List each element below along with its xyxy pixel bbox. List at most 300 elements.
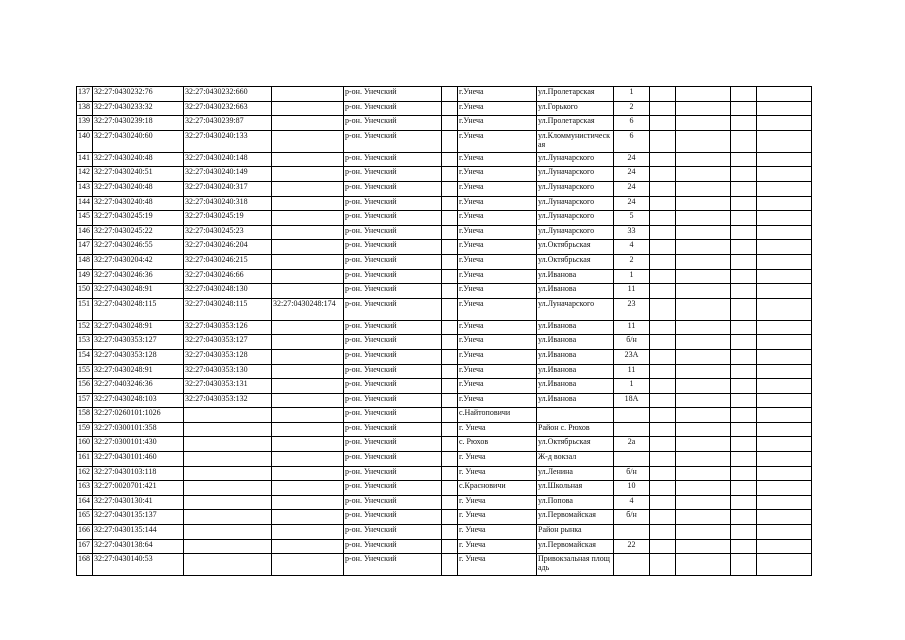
empty-cell [757,320,812,335]
empty-cell [757,87,812,102]
house-cell: 5 [614,211,650,226]
street-cell: ул.Иванова [537,349,614,364]
empty-cell [676,437,731,452]
cadastral-number-3-cell [272,481,344,496]
empty-cell [442,152,458,167]
cadastral-number-3-cell [272,152,344,167]
cadastral-number-3-cell [272,349,344,364]
cadastral-number-cell: 32:27:0430248:115 [93,298,184,320]
house-cell: 1 [614,87,650,102]
house-cell [614,452,650,467]
row-number: 149 [77,269,93,284]
street-cell: ул.Иванова [537,379,614,394]
empty-cell [731,554,757,576]
district-cell: р-он. Унечский [344,539,442,554]
cadastral-number-cell: 32:27:0300101:358 [93,422,184,437]
table-row [77,422,812,437]
empty-cell [757,481,812,496]
street-cell: ул.Луначарского [537,298,614,320]
row-number: 166 [77,525,93,540]
empty-cell [731,116,757,131]
row-number: 141 [77,152,93,167]
street-cell: ул.Луначарского [537,152,614,167]
cadastral-number-cell: 32:27:0430204:42 [93,254,184,269]
street-cell: ул.Иванова [537,320,614,335]
row-number: 159 [77,422,93,437]
house-cell: 23 [614,298,650,320]
district-cell: р-он. Унечский [344,335,442,350]
table-row [77,269,812,284]
empty-cell [442,393,458,408]
street-cell: ул.Попова [537,495,614,510]
cadastral-number-2-cell [184,466,272,481]
empty-cell [731,152,757,167]
empty-cell [650,408,676,423]
empty-cell [650,181,676,196]
empty-cell [650,269,676,284]
empty-cell [676,87,731,102]
empty-cell [731,181,757,196]
empty-cell [650,320,676,335]
table-row [77,211,812,226]
cadastral-number-3-cell [272,284,344,299]
district-cell: р-он. Унечский [344,481,442,496]
empty-cell [650,101,676,116]
empty-cell [757,495,812,510]
house-cell [614,408,650,423]
empty-cell [650,152,676,167]
house-cell: б/н [614,335,650,350]
cadastral-number-cell: 32:27:0430239:18 [93,116,184,131]
empty-cell [650,225,676,240]
cadastral-number-3-cell [272,269,344,284]
table-row [77,393,812,408]
cadastral-number-3-cell [272,101,344,116]
empty-cell [757,240,812,255]
district-cell: р-он. Унечский [344,393,442,408]
table-row [77,437,812,452]
settlement-cell: г. Унеча [458,466,537,481]
row-number: 138 [77,101,93,116]
empty-cell [650,422,676,437]
row-number: 139 [77,116,93,131]
table-row [77,349,812,364]
street-cell: ул.Первомайская [537,539,614,554]
empty-cell [442,525,458,540]
cadastral-number-3-cell: 32:27:0430248:174 [272,298,344,320]
district-cell: р-он. Унечский [344,510,442,525]
cadastral-number-cell: 32:27:0430240:48 [93,196,184,211]
cadastral-number-3-cell [272,452,344,467]
empty-cell [757,196,812,211]
cadastral-number-3-cell [272,130,344,152]
settlement-cell: с.Найтоповичи [458,408,537,423]
empty-cell [731,408,757,423]
cadastral-number-cell: 32:27:0430138:64 [93,539,184,554]
empty-cell [676,510,731,525]
row-number: 143 [77,181,93,196]
cadastral-number-2-cell: 32:27:0430248:130 [184,284,272,299]
row-number: 144 [77,196,93,211]
house-cell: 4 [614,495,650,510]
house-cell: 1 [614,379,650,394]
empty-cell [731,437,757,452]
cadastral-number-2-cell [184,422,272,437]
street-cell: ул.Иванова [537,284,614,299]
cadastral-number-cell: 32:27:0430248:91 [93,320,184,335]
street-cell [537,408,614,423]
empty-cell [676,196,731,211]
cadastral-number-cell: 32:27:0020701:421 [93,481,184,496]
empty-cell [757,130,812,152]
cadastral-number-2-cell: 32:27:0430246:66 [184,269,272,284]
house-cell: 24 [614,196,650,211]
row-number: 154 [77,349,93,364]
table-row [77,510,812,525]
district-cell: р-он. Унечский [344,364,442,379]
empty-cell [731,320,757,335]
settlement-cell: с. Рюхов [458,437,537,452]
empty-cell [757,181,812,196]
empty-cell [442,554,458,576]
settlement-cell: г.Унеча [458,335,537,350]
cadastral-number-2-cell [184,481,272,496]
empty-cell [757,167,812,182]
table-row [77,379,812,394]
empty-cell [442,87,458,102]
empty-cell [757,298,812,320]
empty-cell [731,539,757,554]
empty-cell [731,393,757,408]
cadastral-number-2-cell: 32:27:0430245:19 [184,211,272,226]
empty-cell [650,349,676,364]
empty-cell [731,481,757,496]
row-number: 145 [77,211,93,226]
settlement-cell: г.Унеча [458,181,537,196]
district-cell: р-он. Унечский [344,87,442,102]
cadastral-number-3-cell [272,225,344,240]
empty-cell [676,152,731,167]
table-row [77,254,812,269]
empty-cell [442,130,458,152]
settlement-cell: г.Унеча [458,240,537,255]
empty-cell [442,335,458,350]
cadastral-number-3-cell [272,495,344,510]
street-cell: ул.Октябрьская [537,437,614,452]
empty-cell [731,452,757,467]
table-row [77,320,812,335]
table-row [77,225,812,240]
district-cell: р-он. Унечский [344,101,442,116]
cadastral-number-2-cell: 32:27:0430353:128 [184,349,272,364]
cadastral-number-3-cell [272,211,344,226]
street-cell: ул.Луначарского [537,225,614,240]
empty-cell [757,225,812,240]
district-cell: р-он. Унечский [344,181,442,196]
cadastral-number-cell: 32:27:0430246:36 [93,269,184,284]
empty-cell [442,181,458,196]
settlement-cell: г. Унеча [458,452,537,467]
settlement-cell: г.Унеча [458,101,537,116]
empty-cell [442,539,458,554]
empty-cell [757,510,812,525]
table-row [77,196,812,211]
empty-cell [757,364,812,379]
row-number: 168 [77,554,93,576]
cadastral-number-3-cell [272,196,344,211]
empty-cell [676,525,731,540]
cadastral-number-cell: 32:27:0430240:60 [93,130,184,152]
street-cell: ул.Луначарского [537,196,614,211]
row-number: 148 [77,254,93,269]
district-cell: р-он. Унечский [344,167,442,182]
table-row [77,554,812,576]
cadastral-number-3-cell [272,510,344,525]
settlement-cell: г.Унеча [458,320,537,335]
row-number: 153 [77,335,93,350]
row-number: 137 [77,87,93,102]
row-number: 167 [77,539,93,554]
table-row [77,181,812,196]
empty-cell [442,225,458,240]
cadastral-number-cell: 32:27:0430130:41 [93,495,184,510]
empty-cell [442,240,458,255]
row-number: 142 [77,167,93,182]
street-cell: ул.Октябрьская [537,240,614,255]
empty-cell [731,130,757,152]
table-row [77,452,812,467]
cadastral-number-2-cell [184,437,272,452]
house-cell [614,525,650,540]
cadastral-number-2-cell: 32:27:0430246:204 [184,240,272,255]
table-row [77,116,812,131]
empty-cell [650,196,676,211]
cadastral-number-cell: 32:27:0430135:144 [93,525,184,540]
empty-cell [650,167,676,182]
empty-cell [676,167,731,182]
street-cell: ул.Первомайская [537,510,614,525]
cadastral-number-3-cell [272,379,344,394]
cadastral-number-cell: 32:27:0430240:48 [93,152,184,167]
empty-cell [650,539,676,554]
street-cell: ул.Иванова [537,393,614,408]
cadastral-number-2-cell: 32:27:0430232:663 [184,101,272,116]
street-cell: ул.Пролетарская [537,116,614,131]
street-cell: ул.Горького [537,101,614,116]
empty-cell [676,320,731,335]
table-row [77,87,812,102]
district-cell: р-он. Унечский [344,408,442,423]
empty-cell [676,466,731,481]
street-cell: ул.Иванова [537,364,614,379]
district-cell: р-он. Унечский [344,466,442,481]
settlement-cell: г.Унеча [458,349,537,364]
empty-cell [731,349,757,364]
empty-cell [731,466,757,481]
empty-cell [676,422,731,437]
district-cell: р-он. Унечский [344,196,442,211]
street-cell: Привокзальная площадь [537,554,614,576]
empty-cell [731,196,757,211]
house-cell: 2а [614,437,650,452]
empty-cell [731,335,757,350]
empty-cell [757,422,812,437]
district-cell: р-он. Унечский [344,320,442,335]
empty-cell [650,525,676,540]
cadastral-number-3-cell [272,554,344,576]
empty-cell [442,437,458,452]
house-cell: 24 [614,181,650,196]
settlement-cell: г.Унеча [458,284,537,299]
row-number: 155 [77,364,93,379]
empty-cell [676,116,731,131]
settlement-cell: г. Унеча [458,539,537,554]
row-number: 156 [77,379,93,394]
cadastral-number-2-cell: 32:27:0430353:130 [184,364,272,379]
cadastral-number-cell: 32:27:0430248:91 [93,364,184,379]
street-cell: ул.Луначарского [537,211,614,226]
settlement-cell: г.Унеча [458,211,537,226]
empty-cell [676,408,731,423]
empty-cell [442,101,458,116]
table-row [77,495,812,510]
cadastral-number-cell: 32:27:0430140:53 [93,554,184,576]
empty-cell [757,437,812,452]
empty-cell [676,284,731,299]
empty-cell [650,240,676,255]
district-cell: р-он. Унечский [344,116,442,131]
empty-cell [731,510,757,525]
empty-cell [650,466,676,481]
cadastral-number-2-cell [184,452,272,467]
cadastral-number-3-cell [272,525,344,540]
empty-cell [442,196,458,211]
empty-cell [731,211,757,226]
empty-cell [757,335,812,350]
cadastral-number-2-cell: 32:27:0430353:131 [184,379,272,394]
cadastral-number-2-cell: 32:27:0430353:127 [184,335,272,350]
cadastral-number-2-cell [184,495,272,510]
settlement-cell: г. Унеча [458,510,537,525]
empty-cell [676,379,731,394]
house-cell [614,554,650,576]
district-cell: р-он. Унечский [344,284,442,299]
empty-cell [731,225,757,240]
cadastral-number-cell: 32:27:0403246:36 [93,379,184,394]
row-number: 158 [77,408,93,423]
empty-cell [650,335,676,350]
empty-cell [757,466,812,481]
settlement-cell: г.Унеча [458,364,537,379]
cadastral-number-3-cell [272,408,344,423]
empty-cell [731,87,757,102]
house-cell: 11 [614,364,650,379]
empty-cell [676,364,731,379]
empty-cell [676,269,731,284]
empty-cell [442,466,458,481]
street-cell: ул.Ленина [537,466,614,481]
table-row [77,466,812,481]
house-cell: б/н [614,466,650,481]
street-cell: ул.Кломмунистическая [537,130,614,152]
row-number: 162 [77,466,93,481]
table-row [77,539,812,554]
cadastral-number-2-cell: 32:27:0430240:149 [184,167,272,182]
street-cell: Район рынка [537,525,614,540]
cadastral-number-cell: 32:27:0430240:48 [93,181,184,196]
empty-cell [731,101,757,116]
empty-cell [650,87,676,102]
empty-cell [442,254,458,269]
empty-cell [676,539,731,554]
table-row [77,481,812,496]
empty-cell [731,495,757,510]
empty-cell [442,269,458,284]
empty-cell [650,393,676,408]
cadastral-number-2-cell: 32:27:0430246:215 [184,254,272,269]
house-cell: б/н [614,510,650,525]
settlement-cell: с.Красновичи [458,481,537,496]
cadastral-number-cell: 32:27:0430233:32 [93,101,184,116]
cadastral-number-cell: 32:27:0430103:118 [93,466,184,481]
cadastral-number-2-cell: 32:27:0430240:317 [184,181,272,196]
empty-cell [650,254,676,269]
empty-cell [676,211,731,226]
table-row [77,167,812,182]
settlement-cell: г. Унеча [458,554,537,576]
district-cell: р-он. Унечский [344,269,442,284]
district-cell: р-он. Унечский [344,240,442,255]
settlement-cell: г.Унеча [458,152,537,167]
empty-cell [757,379,812,394]
row-number: 150 [77,284,93,299]
table-row [77,298,812,320]
street-cell: ул.Иванова [537,335,614,350]
row-number: 157 [77,393,93,408]
empty-cell [650,211,676,226]
settlement-cell: г.Унеча [458,167,537,182]
empty-cell [676,349,731,364]
street-cell: ул.Луначарского [537,167,614,182]
cadastral-number-3-cell [272,320,344,335]
cadastral-table [76,86,812,576]
cadastral-number-cell: 32:27:0430245:19 [93,211,184,226]
district-cell: р-он. Унечский [344,254,442,269]
cadastral-number-3-cell [272,167,344,182]
row-number: 160 [77,437,93,452]
district-cell: р-он. Унечский [344,554,442,576]
cadastral-number-2-cell: 32:27:0430353:126 [184,320,272,335]
empty-cell [442,167,458,182]
settlement-cell: г.Унеча [458,196,537,211]
cadastral-number-2-cell: 32:27:0430232:660 [184,87,272,102]
cadastral-number-cell: 32:27:0430248:103 [93,393,184,408]
cadastral-number-3-cell [272,254,344,269]
table-body [77,87,812,576]
cadastral-number-cell: 32:27:0430135:137 [93,510,184,525]
empty-cell [757,452,812,467]
empty-cell [650,437,676,452]
house-cell [614,422,650,437]
cadastral-number-3-cell [272,87,344,102]
district-cell: р-он. Унечский [344,525,442,540]
cadastral-number-2-cell: 32:27:0430248:115 [184,298,272,320]
cadastral-number-3-cell [272,181,344,196]
street-cell: ул.Луначарского [537,181,614,196]
empty-cell [442,422,458,437]
empty-cell [731,269,757,284]
district-cell: р-он. Унечский [344,452,442,467]
